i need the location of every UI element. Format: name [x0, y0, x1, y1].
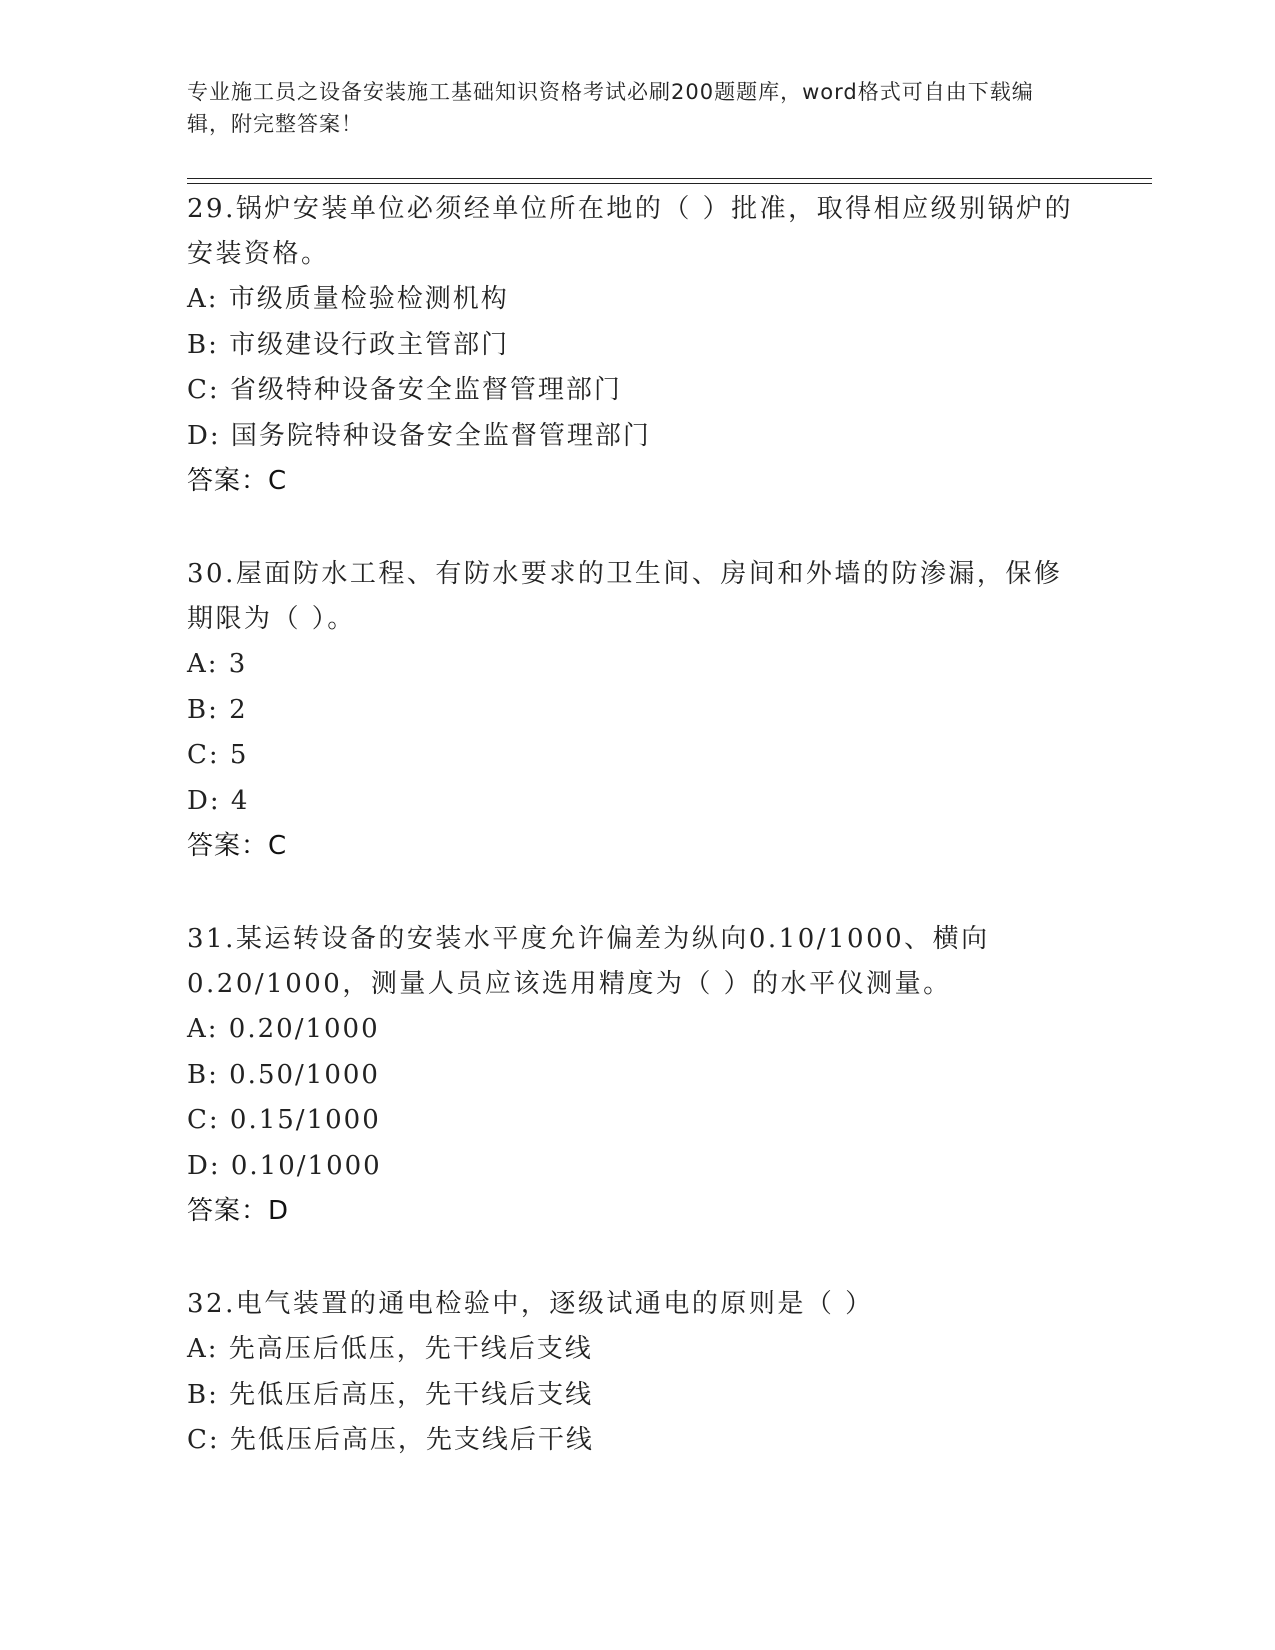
- option-c: C: 0.15/1000: [187, 1105, 381, 1135]
- option-b: B: 0.50/1000: [187, 1059, 380, 1090]
- option-d: D: 国务院特种设备安全监督管理部门: [187, 420, 651, 451]
- answer-label: 答案：D: [187, 1196, 290, 1226]
- option-b: B: 2: [187, 694, 248, 725]
- question-stem: 31.某运转设备的安装水平度允许偏差为纵向0.10/1000、横向0.20/1000，测量人员应该选用精度为（ ）的水平仪测量。: [187, 924, 990, 999]
- option-c: C: 省级特种设备安全监督管理部门: [187, 375, 622, 405]
- option-d: D: 4: [187, 785, 250, 816]
- header-divider-top: [187, 178, 1152, 179]
- document-header: 专业施工员之设备安装施工基础知识资格考试必刷200题题库，word格式可自由下载编辑，附完整答案！: [187, 80, 1034, 136]
- answer-label: 答案：C: [187, 466, 288, 496]
- option-a: A: 先高压后低压，先干线后支线: [187, 1334, 593, 1364]
- question-32: [187, 1282, 1087, 1464]
- option-d: D: 0.10/1000: [187, 1150, 382, 1181]
- question-stem: 29.锅炉安装单位必须经单位所在地的（ ）批准，取得相应级别锅炉的安装资格。: [187, 194, 1074, 269]
- option-c: C: 5: [187, 740, 249, 770]
- question-stem: 32.电气装置的通电检验中，逐级试通电的原则是（ ）: [187, 1289, 874, 1319]
- option-b: B: 先低压后高压，先干线后支线: [187, 1379, 594, 1410]
- question-31: [187, 917, 1087, 1234]
- question-29: [187, 187, 1087, 504]
- option-a: A: 0.20/1000: [187, 1014, 380, 1044]
- answer-label: 答案：C: [187, 831, 288, 861]
- option-a: A: 市级质量检验检测机构: [187, 284, 509, 314]
- question-stem: 30.屋面防水工程、有防水要求的卫生间、房间和外墙的防渗漏，保修期限为（ ）。: [187, 559, 1063, 634]
- header-divider-bottom: [187, 183, 1152, 184]
- question-30: [187, 552, 1087, 869]
- option-b: B: 市级建设行政主管部门: [187, 329, 510, 360]
- option-c: C: 先低压后高压，先支线后干线: [187, 1425, 594, 1455]
- option-a: A: 3: [187, 649, 248, 679]
